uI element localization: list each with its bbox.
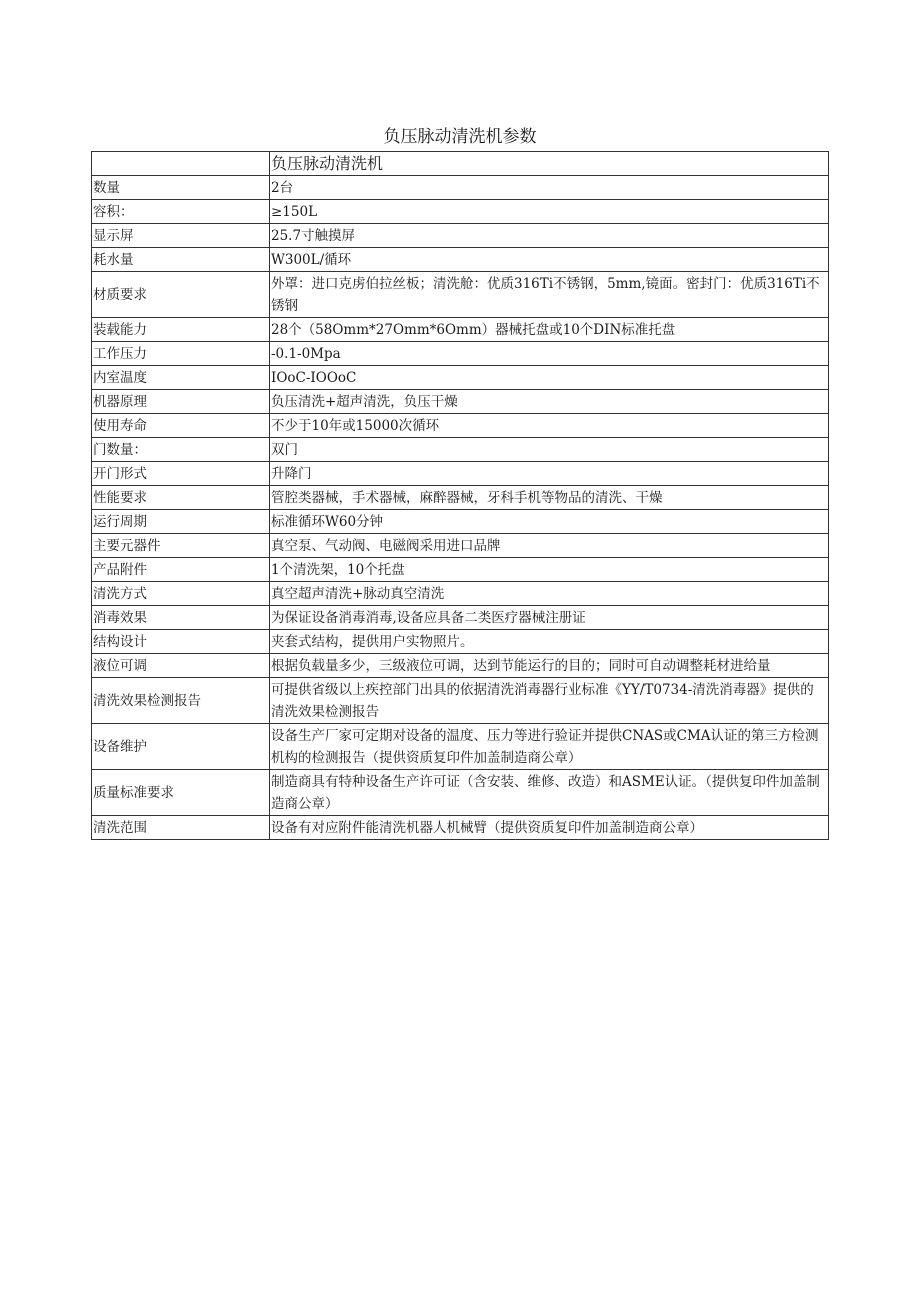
table-row	[92, 200, 829, 224]
row-value-cell: 设备有对应附件能清洗机器人机械臂（提供资质复印件加盖制造商公章）	[270, 816, 829, 840]
page-title: 负压脉动清洗机参数	[383, 127, 537, 147]
row-label-cell: 机器原理	[92, 390, 270, 414]
row-value-cell: ≥150L	[270, 200, 829, 224]
row-value-cell: 1个清洗架，10个托盘	[270, 558, 829, 582]
row-value-cell: W300L/循环	[270, 248, 829, 272]
row-value-cell: 升降门	[270, 462, 829, 486]
row-label-cell: 清洗方式	[92, 582, 270, 606]
row-value-cell: 根据负载量多少，三级液位可调，达到节能运行的目的；同时可自动调整耗材进给量	[270, 654, 829, 678]
table-row	[92, 318, 829, 342]
row-value-cell: IOoC-IOOoC	[270, 366, 829, 390]
row-label-cell: 主要元器件	[92, 534, 270, 558]
row-label-cell: 装载能力	[92, 318, 270, 342]
spec-table	[91, 151, 829, 840]
row-label-cell: 质量标准要求	[92, 770, 270, 816]
row-value-cell: 2台	[270, 176, 829, 200]
row-value-cell: 真空超声清洗+脉动真空清洗	[270, 582, 829, 606]
table-row	[92, 486, 829, 510]
row-value-cell: 夹套式结构，提供用户实物照片。	[270, 630, 829, 654]
table-row	[92, 462, 829, 486]
table-row	[92, 582, 829, 606]
table-row	[92, 606, 829, 630]
table-row	[92, 510, 829, 534]
row-label-cell: 门数量：	[92, 438, 270, 462]
table-row	[92, 724, 829, 770]
row-value-cell: 28个（58Omm*27Omm*6Omm）器械托盘或10个DIN标准托盘	[270, 318, 829, 342]
table-header-row	[92, 152, 829, 176]
table-row	[92, 272, 829, 318]
row-label-cell: 液位可调	[92, 654, 270, 678]
table-row	[92, 414, 829, 438]
row-label-cell: 运行周期	[92, 510, 270, 534]
row-value-cell: 真空泵、气动阀、电磁阀采用进口品牌	[270, 534, 829, 558]
row-value-cell: 外罩：进口克虏伯拉丝板；清洗舱：优质316Ti不锈钢，5mm,镜面。密封门：优质316Ti不锈钢	[270, 272, 829, 318]
row-label-cell: 耗水量	[92, 248, 270, 272]
table-row	[92, 224, 829, 248]
row-value-cell: 制造商具有特种设备生产许可证（含安装、维修、改造）和ASME认证。（提供复印件加盖制造商公章）	[270, 770, 829, 816]
table-row	[92, 438, 829, 462]
row-label-cell: 材质要求	[92, 272, 270, 318]
row-label-cell: 性能要求	[92, 486, 270, 510]
row-label-cell: 产品附件	[92, 558, 270, 582]
table-row	[92, 770, 829, 816]
table-row	[92, 630, 829, 654]
row-label-cell: 设备维护	[92, 724, 270, 770]
table-row	[92, 678, 829, 724]
row-label-cell: 内室温度	[92, 366, 270, 390]
row-label-cell: 使用寿命	[92, 414, 270, 438]
row-label-cell: 消毒效果	[92, 606, 270, 630]
row-value-cell: 不少于10年或15000次循环	[270, 414, 829, 438]
table-row	[92, 176, 829, 200]
header-label-cell	[92, 152, 270, 176]
row-label-cell: 显示屏	[92, 224, 270, 248]
table-row	[92, 248, 829, 272]
row-value-cell: 为保证设备消毒消毒,设备应具备二类医疗器械注册证	[270, 606, 829, 630]
row-label-cell: 数量	[92, 176, 270, 200]
table-row	[92, 654, 829, 678]
spec-table-body	[92, 152, 829, 840]
row-label-cell: 工作压力	[92, 342, 270, 366]
row-value-cell: 25.7寸触摸屏	[270, 224, 829, 248]
row-value-cell: 设备生产厂家可定期对设备的温度、压力等进行验证并提供CNAS或CMA认证的第三方检测机构的检测报告（提供资质复印件加盖制造商公章）	[270, 724, 829, 770]
header-value-cell: 负压脉动清洗机	[270, 152, 829, 176]
row-value-cell: 负压清洗+超声清洗，负压干燥	[270, 390, 829, 414]
table-row	[92, 366, 829, 390]
row-label-cell: 容积：	[92, 200, 270, 224]
table-row	[92, 390, 829, 414]
row-label-cell: 开门形式	[92, 462, 270, 486]
row-label-cell: 清洗效果检测报告	[92, 678, 270, 724]
row-value-cell: 管腔类器械，手术器械，麻醉器械，牙科手机等物品的清洗、干燥	[270, 486, 829, 510]
row-value-cell: 双门	[270, 438, 829, 462]
table-row	[92, 816, 829, 840]
row-label-cell: 清洗范围	[92, 816, 270, 840]
row-label-cell: 结构设计	[92, 630, 270, 654]
table-row	[92, 534, 829, 558]
table-row	[92, 558, 829, 582]
row-value-cell: 可提供省级以上疾控部门出具的依据清洗消毒器行业标准《YY/T0734-清洗消毒器》提供的清洗效果检测报告	[270, 678, 829, 724]
row-value-cell: -0.1-0Mpa	[270, 342, 829, 366]
row-value-cell: 标准循环W60分钟	[270, 510, 829, 534]
table-row	[92, 342, 829, 366]
